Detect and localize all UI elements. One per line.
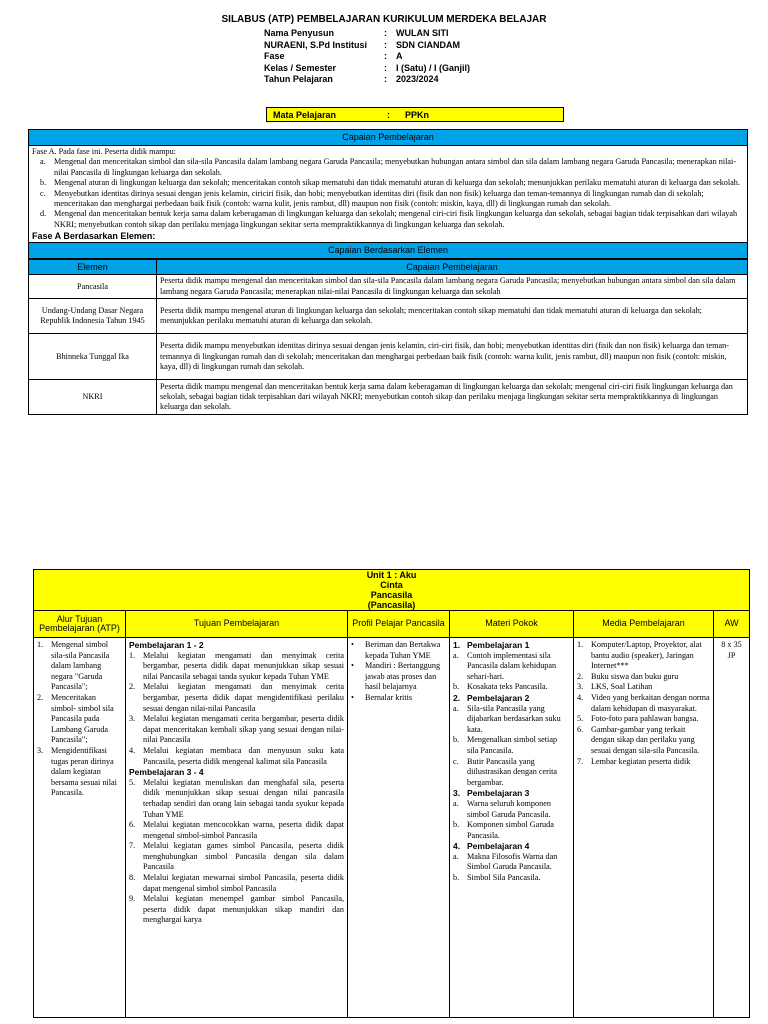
item-number: 3.	[577, 682, 584, 692]
capaian-body	[28, 146, 748, 231]
list-item	[129, 894, 344, 926]
col-tujuan: Tujuan Pembelajaran	[126, 611, 348, 638]
pembelajaran-heading	[453, 788, 570, 799]
media-cell	[574, 638, 714, 1018]
meta-colon: :	[384, 51, 387, 61]
heading-number: 2.	[453, 692, 461, 703]
item-number: 2.	[129, 682, 136, 692]
meta-key: Nama Penyusun	[264, 28, 335, 38]
table-header-row	[29, 260, 748, 275]
pembelajaran-heading: Pembelajaran 1 - 2	[129, 640, 204, 650]
item-letter: b.	[453, 873, 460, 883]
item-text: Beriman dan Bertakwa kepada Tuhan YME	[365, 640, 441, 660]
item-number: 2.	[37, 692, 44, 702]
list-item	[577, 757, 710, 768]
profil-cell	[348, 638, 450, 1018]
capaian-intro: Fase A. Pada fase ini. Peserta didik mampu:	[32, 147, 176, 156]
capaian-cell: Peserta didik mampu mengenal dan menceritakan simbol dan sila-sila Pancasila dalam lambang negara Garuda Pancasila; menyebutkan hubungan antara simbol dan sila dalam lambang negara Garuda Pancasila; menerapkan nilai-nilai Pancasila di lingkungan keluarga dan sekolah	[157, 275, 748, 299]
item-text: Mengenal dan menceritakan bentuk kerja sama dalam keberagaman di lingkungan keluarga dan sekolah; mengenal ciri-ciri fisik lingkungan keluarga dan sekolah, sebagai bagian tidak terpisahkan dari wilayah NKRI; menyebutkan contoh sikap dan perilaku menjaga lingkungan sekitar serta mempraktikkannya di lingkungan keluarga dan sekolah.	[54, 209, 738, 229]
item-text: Komputer/Laptop, Proyektor, alat bantu audio (speaker), Jaringan Internet***	[591, 640, 702, 671]
materi-cell	[450, 638, 574, 1018]
meta-key: NURAENI, S.Pd Institusi	[264, 39, 368, 50]
unit-title-line: Unit 1 : Aku	[366, 570, 417, 580]
item-number: 4.	[129, 745, 136, 755]
table-row	[29, 299, 748, 334]
meta-value: A	[396, 51, 403, 61]
unit-title-line: Pancasila	[370, 590, 413, 600]
list-item	[37, 693, 122, 746]
heading-text: Pembelajaran 4	[467, 841, 530, 852]
item-text: Mengenal simbol sila-sila Pancasila dalam lambang negara "Garuda Pancasila";	[51, 640, 110, 692]
item-text: Komponen simbol Garuda Pancasila.	[467, 820, 554, 840]
col-atp: Alur Tujuan Pembelajaran (ATP)	[34, 611, 126, 638]
list-item	[129, 841, 344, 873]
item-number: 4.	[577, 692, 584, 702]
col-materi: Materi Pokok	[450, 611, 574, 638]
list-item	[577, 672, 710, 683]
item-text: Melalui kegiatan mengamati cerita bergambar, peserta didik dapat menceritakan kembali sikap yang sesuai dengan nilai-nilai Pancasila	[143, 714, 344, 745]
capaian-item	[32, 178, 744, 188]
list-item	[453, 799, 570, 820]
capaian-cell: Peserta didik mampu mengenal aturan di lingkungan keluarga dan sekolah; menceritakan contoh sikap mematuhi dan tidak mematuhi aturan di keluarga dan sekolah; menunjukkan perilaku mematuhi aturan di keluarga dan sekolah.	[157, 299, 748, 334]
list-item	[453, 704, 570, 736]
meta-block	[264, 28, 470, 86]
item-text: Menceritakan simbol- simbol sila Pancasila pada Lambang Garuda Pancasila";	[51, 692, 114, 745]
elemen-cell: Bhinneka Tunggal Ika	[29, 334, 157, 380]
document-title: SILABUS (ATP) PEMBELAJARAN KURIKULUM MERDEKA BELAJAR	[221, 14, 547, 25]
item-text: Butir Pancasila yang diilustrasikan dengan cerita bergambar.	[467, 756, 558, 787]
item-text: Mengidentifikasi tugas peran dirinya dalam kegiatan bersama sesuai nilai Pancasila.	[51, 745, 117, 798]
capaian-item	[32, 209, 744, 230]
unit-header-row	[34, 611, 750, 638]
item-letter: a.	[453, 650, 459, 660]
list-item	[453, 735, 570, 756]
item-text: Melalui kegiatan menuliskan dan menghafal sila, peserta didik menunjukkan sikap sesuai dengan nilai pancasila terhadap sendiri dan orang lain sebagai tanda syukur kepada Tuhan YME	[143, 777, 344, 819]
capaian-cell: Peserta didik mampu mengenal dan menceritakan bentuk kerja sama dalam keberagaman di lingkungan keluarga dan sekolah; mengenal ciri-ciri fisik lingkungan keluarga dan sekolah, sebagai bagian tidak terpisahkan dari wilayah NKRI; menyebutkan contoh sikap dan perilaku menjaga lingkungan sekitar serta mempraktikkannya di lingkungan keluarga dan sekolah.	[157, 380, 748, 415]
unit-section	[33, 569, 749, 1018]
meta-colon: :	[384, 28, 387, 38]
list-item	[453, 852, 570, 873]
unit-title	[34, 570, 750, 611]
capaian-item	[32, 189, 744, 210]
item-text: Melalui kegiatan games simbol Pancasila, peserta didik menghubungkan simbol Pancasila dengan sila dalam Pancasila	[143, 841, 344, 872]
list-item	[453, 682, 570, 693]
meta-colon: :	[384, 74, 387, 84]
item-number: 8.	[129, 873, 136, 883]
item-number: 3.	[129, 714, 136, 724]
item-text: Melalui kegiatan mencocokkan warna, peserta didik dapat mengenal simbol-simbol Pancasila	[143, 820, 344, 840]
item-number: 2.	[577, 671, 584, 681]
list-item	[129, 714, 344, 746]
list-item	[351, 661, 446, 693]
list-item	[37, 746, 122, 799]
meta-value: WULAN SITI	[396, 28, 449, 38]
item-letter: b.	[453, 682, 460, 692]
unit-content-row	[34, 638, 750, 1018]
item-text: Warna seluruh komponen simbol Garuda Pancasila.	[467, 798, 551, 819]
unit-title-row	[34, 570, 750, 611]
unit-title-line: Cinta	[380, 580, 403, 590]
bullet-icon: •	[351, 661, 354, 671]
meta-value: I (Satu) / I (Ganjil)	[396, 62, 470, 73]
item-letter: a.	[453, 851, 459, 861]
meta-key: Fase	[264, 51, 285, 61]
meta-key: Tahun Pelajaran	[264, 74, 333, 84]
bullet-icon: •	[351, 692, 354, 702]
list-item	[453, 757, 570, 789]
meta-key: Kelas / Semester	[264, 62, 337, 73]
elemen-table	[28, 259, 748, 415]
elemen-cell: Pancasila	[29, 275, 157, 299]
item-text: Mandiri : Bertanggung jawab atas proses dan hasil belajarnya	[365, 661, 441, 692]
item-letter: a.	[453, 703, 459, 713]
item-number: 6.	[129, 820, 136, 830]
col-profil: Profil Pelajar Pancasila	[348, 611, 450, 638]
meta-value: SDN CIANDAM	[396, 39, 460, 50]
list-item	[453, 820, 570, 841]
item-letter: c.	[40, 188, 46, 198]
item-letter: a.	[453, 798, 459, 808]
item-text: Melalui kegiatan menempel gambar simbol Pancasila, peserta didik dapat menunjukkan sikap mandiri dan menghargai karya	[143, 894, 344, 925]
item-text: Mengenalkan simbol setiap sila Pancasila.	[467, 735, 558, 755]
item-text: Mengenal aturan di lingkungan keluarga dan sekolah; menceritakan contoh sikap mematuhi dan tidak mematuhi aturan di keluarga dan sekolah; menunjukkan perilaku mematuhi aturan di keluarga dan sekolah.	[54, 178, 740, 188]
meta-row	[264, 28, 470, 40]
pembelajaran-heading: Pembelajaran 3 - 4	[129, 767, 204, 778]
list-item	[577, 714, 710, 725]
item-text: Mengenal dan menceritakan simbol dan sila-sila Pancasila dalam lambang negara Garuda Pancasila; menyebutkan hubungan antara simbol dan sila dalam lambang negara Garuda Pancasila; menerapkan nilai-nilai Pancasila di lingkungan keluarga dan sekolah.	[54, 157, 737, 177]
mata-pelajaran-box	[266, 107, 564, 122]
tujuan-cell	[126, 638, 348, 1018]
list-item	[129, 873, 344, 894]
item-text: Makna Filosofis Warna dan Simbol Garuda Pancasila.	[467, 851, 558, 872]
meta-colon: :	[384, 62, 387, 73]
item-number: 1.	[129, 650, 136, 660]
item-text: Melalui kegiatan membaca dan menyusun suku kata Pancasila, peserta didik mengenal kalimat sila Pancasila	[143, 745, 344, 766]
meta-row	[264, 63, 470, 75]
item-letter: c.	[453, 756, 459, 766]
item-number: 9.	[129, 894, 136, 904]
item-number: 3.	[37, 745, 44, 755]
list-item	[129, 778, 344, 820]
list-item	[577, 682, 710, 693]
item-text: Bernalar kritis	[365, 692, 413, 702]
item-text: Gambar-gambar yang terkait dengan sikap dan perilaku yang sesuai dengan sila-sila Pancasila.	[591, 724, 700, 755]
col-media: Media Pembelajaran	[574, 611, 714, 638]
elemen-cell: Undang-Undang Dasar Negara Republik Indonesia Tahun 1945	[29, 299, 157, 334]
item-letter: b.	[453, 735, 460, 745]
item-number: 7.	[577, 756, 584, 766]
mapel-colon: :	[387, 109, 390, 120]
heading-number: 3.	[453, 788, 461, 799]
item-text: Foto-foto para pahlawan bangsa.	[591, 714, 699, 724]
item-text: Simbol Sila Pancasila.	[467, 873, 541, 883]
list-item	[129, 682, 344, 714]
item-text: Contoh implementasi sila Pancasila dalam kehidupan sehari-hari.	[467, 650, 557, 681]
col-capaian: Capaian Pembelajaran	[157, 260, 748, 275]
list-item	[453, 651, 570, 683]
meta-colon: :	[384, 39, 387, 50]
elemen-label: Fase A Berdasarkan Elemen:	[28, 231, 748, 242]
list-item	[129, 651, 344, 683]
item-number: 6.	[577, 724, 584, 734]
list-item	[351, 693, 446, 704]
capaian-heading: Capaian Pembelajaran	[28, 129, 748, 146]
pembelajaran-heading	[453, 693, 570, 704]
item-text: Melalui kegiatan mengamati dan menyimak cerita bergambar, peserta didik dapat menunjukkan sikap sesuai nilai Pancasila sebagai tanda syukur kepada Tuhan YME	[143, 650, 344, 681]
table-row	[29, 334, 748, 380]
atp-cell	[34, 638, 126, 1018]
elemen-cell: NKRI	[29, 380, 157, 415]
list-item	[577, 640, 710, 672]
item-text: Sila-sila Pancasila yang dijabarkan berdasarkan suku kata.	[467, 703, 561, 734]
meta-value: 2023/2024	[396, 74, 439, 84]
capaian-cell: Peserta didik mampu menyebutkan identitas dirinya sesuai dengan jenis kelamin, ciri-ciri fisik, dan hobi; menyebutkan identitas diri (fisik dan non fisik) keluarga dan teman-temannya di lingkungan rumah dan di sekolah; menceritakan dan menghargai perbedaan baik fisik (contoh: warna kulit, jenis rambut, dll) maupun non fisik (contoh: miskin, kaya, dll) di lingkungan rumah dan sekolah.	[157, 334, 748, 380]
heading-number: 1.	[453, 640, 461, 650]
item-text: Lembar kegiatan peserta didik	[591, 756, 691, 766]
item-text: Buku siswa dan buku guru	[591, 671, 679, 681]
list-item	[453, 873, 570, 884]
heading-text: Pembelajaran 1	[467, 640, 530, 650]
mapel-value: PPKn	[405, 109, 430, 120]
list-item	[577, 693, 710, 714]
item-text: Kosakata teks Pancasila.	[467, 682, 548, 692]
list-item	[129, 820, 344, 841]
col-elemen: Elemen	[29, 260, 157, 275]
table-row	[29, 380, 748, 415]
item-text: Melalui kegiatan mengamati dan menyimak cerita bergambar, peserta didik dapat mengidentifikasi perilaku sesuai dengan nilai-nilai Pancasila	[143, 682, 344, 713]
item-text: Video yang berkaitan dengan norma dalam kehidupan di masyarakat.	[591, 692, 710, 713]
document-header	[0, 14, 768, 25]
meta-row	[264, 40, 470, 52]
list-item	[577, 725, 710, 757]
elemen-heading: Capaian Berdasarkan Elemen	[28, 242, 748, 259]
item-letter: b.	[453, 820, 460, 830]
unit-title-line: (Pancasila)	[367, 600, 416, 610]
list-item	[351, 640, 446, 661]
list-item	[37, 640, 122, 693]
capaian-section	[28, 129, 748, 415]
mapel-key: Mata Pelajaran	[273, 109, 337, 120]
capaian-item	[32, 157, 744, 178]
meta-row	[264, 74, 470, 86]
item-letter: d.	[40, 209, 47, 219]
unit-table	[33, 569, 750, 1018]
item-letter: a.	[40, 157, 46, 167]
item-letter: b.	[40, 178, 47, 188]
heading-text: Pembelajaran 2	[467, 692, 530, 703]
pembelajaran-heading	[453, 640, 570, 651]
heading-number: 4.	[453, 841, 461, 852]
bullet-icon: •	[351, 640, 354, 649]
item-text: Melalui kegiatan mewarnai simbol Pancasila, peserta didik dapat mengenal simbol simbol Pancasila	[143, 873, 344, 893]
pembelajaran-heading	[453, 841, 570, 852]
item-number: 5.	[129, 777, 136, 787]
item-number: 1.	[577, 640, 584, 649]
item-text: Menyebutkan identitas dirinya sesuai dengan jenis kelamin, ciriciri fisik, dan hobi; menyebutkan identitas diri (fisik dan non fisik) keluarga dan teman-temannya di lingkungan rumah dan di sekolah; menceritakan dan menghargai perbedaan baik fisik (contoh: warna kulit, jenis rambut, dll) maupun non fisik (contoh: miskin, kaya, dll) di lingkungan rumah dan sekolah.	[54, 188, 704, 209]
item-number: 5.	[577, 714, 584, 724]
meta-row	[264, 51, 470, 63]
item-number: 7.	[129, 841, 136, 851]
list-item	[129, 746, 344, 767]
item-text: LKS, Soal Latihan	[591, 682, 653, 692]
heading-text: Pembelajaran 3	[467, 788, 530, 799]
aw-cell: 8 x 35 JP	[714, 638, 750, 1018]
table-row	[29, 275, 748, 299]
item-number: 1.	[37, 640, 44, 649]
col-aw: AW	[714, 611, 750, 638]
